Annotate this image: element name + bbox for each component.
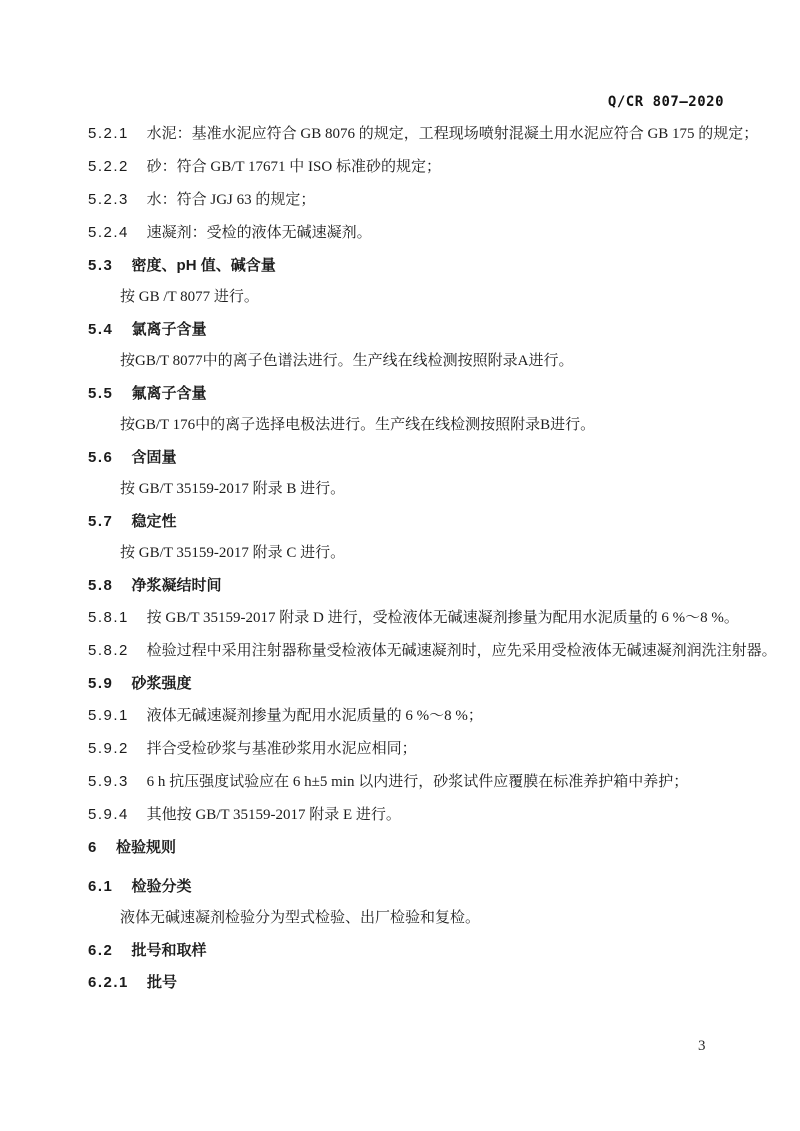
clause-number: 5.9 [88, 675, 114, 692]
clause-number: 6 [88, 839, 98, 856]
clause-text: 砂：符合 GB/T 17671 中 ISO 标准砂的规定； [146, 159, 441, 175]
document-line [88, 157, 760, 177]
document-line [88, 190, 760, 210]
clause-number: 5.9.1 [88, 707, 129, 724]
clause-text: 其他按 GB/T 35159-2017 附录 E 进行。 [146, 807, 401, 823]
clause-number: 6.1 [88, 878, 114, 895]
clause-text: 检验过程中采用注射器称量受检液体无碱速凝剂时，应先采用受检液体无碱速凝剂润洗注射器。 [146, 643, 777, 659]
clause-text: 砂浆强度 [131, 675, 192, 692]
document-line [88, 608, 760, 628]
document-line [88, 877, 760, 896]
document-line [88, 706, 760, 726]
clause-text: 按 GB/T 35159-2017 附录 D 进行，受检液体无碱速凝剂掺量为配用水泥质量的 6 %～8 %。 [146, 610, 739, 626]
clause-number: 5.2.2 [88, 158, 129, 175]
document-line [88, 448, 760, 467]
clause-text: 按 GB/T 35159-2017 附录 B 进行。 [120, 481, 346, 497]
clause-text: 检验分类 [131, 878, 192, 895]
clause-number: 5.5 [88, 385, 114, 402]
document-line [88, 352, 760, 371]
document-line [88, 512, 760, 531]
document-line [88, 256, 760, 275]
clause-text: 净浆凝结时间 [131, 577, 222, 594]
standard-number-header: Q/CR 807—2020 [607, 94, 724, 110]
clause-number: 5.2.4 [88, 224, 129, 241]
page-number: 3 [698, 1038, 706, 1054]
clause-number: 5.8.2 [88, 642, 129, 659]
document-line [88, 480, 760, 499]
clause-text: 拌合受检砂浆与基准砂浆用水泥应相同； [146, 741, 417, 757]
document-line [88, 674, 760, 693]
document-line [88, 941, 760, 960]
clause-number: 5.9.2 [88, 740, 129, 757]
document-line [88, 973, 760, 992]
document-line [88, 124, 760, 144]
document-line [88, 223, 760, 243]
clause-text: 按 GB/T 35159-2017 附录 C 进行。 [120, 545, 346, 561]
document-line [88, 641, 777, 661]
clause-text: 按GB/T 176中的离子选择电极法进行。生产线在线检测按照附录B进行。 [120, 417, 596, 433]
clause-text: 检验规则 [116, 839, 177, 856]
clause-number: 5.8 [88, 577, 114, 594]
clause-number: 6.2 [88, 942, 114, 959]
document-line [88, 838, 760, 857]
document-line [88, 544, 760, 563]
document-body [88, 124, 777, 1005]
document-line [88, 416, 760, 435]
clause-text: 按 GB /T 8077 进行。 [120, 289, 259, 305]
clause-number: 5.9.4 [88, 806, 129, 823]
clause-text: 按GB/T 8077中的离子色谱法进行。生产线在线检测按照附录A进行。 [120, 353, 574, 369]
clause-number: 5.4 [88, 321, 114, 338]
document-line [88, 805, 760, 825]
clause-text: 批号和取样 [131, 942, 207, 959]
clause-text: 氯离子含量 [131, 321, 207, 338]
document-line [88, 739, 760, 759]
clause-text: 速凝剂：受检的液体无碱速凝剂。 [146, 225, 372, 241]
document-line [88, 576, 760, 595]
clause-number: 5.6 [88, 449, 114, 466]
clause-text: 6 h 抗压强度试验应在 6 h±5 min 以内进行，砂浆试件应覆膜在标准养护箱中养护； [146, 774, 689, 790]
clause-text: 稳定性 [131, 513, 177, 530]
clause-text: 水泥：基准水泥应符合 GB 8076 的规定，工程现场喷射混凝土用水泥应符合 GB 175 的规定； [146, 126, 759, 142]
clause-text: 批号 [147, 974, 178, 991]
clause-number: 5.2.1 [88, 125, 129, 142]
clause-text: 氟离子含量 [131, 385, 207, 402]
document-line [88, 288, 760, 307]
clause-number: 5.2.3 [88, 191, 129, 208]
clause-text: 液体无碱速凝剂掺量为配用水泥质量的 6 %～8 %； [146, 708, 483, 724]
document-line [88, 772, 760, 792]
clause-number: 5.9.3 [88, 773, 129, 790]
clause-number: 5.7 [88, 513, 114, 530]
document-line [88, 909, 760, 928]
document-line [88, 320, 760, 339]
clause-number: 5.8.1 [88, 609, 129, 626]
clause-text: 密度、pH 值、碱含量 [131, 257, 276, 274]
document-line [88, 384, 760, 403]
clause-text: 水：符合 JGJ 63 的规定； [146, 192, 316, 208]
clause-text: 含固量 [131, 449, 177, 466]
clause-number: 5.3 [88, 257, 114, 274]
clause-text: 液体无碱速凝剂检验分为型式检验、出厂检验和复检。 [120, 910, 481, 926]
clause-number: 6.2.1 [88, 974, 129, 991]
